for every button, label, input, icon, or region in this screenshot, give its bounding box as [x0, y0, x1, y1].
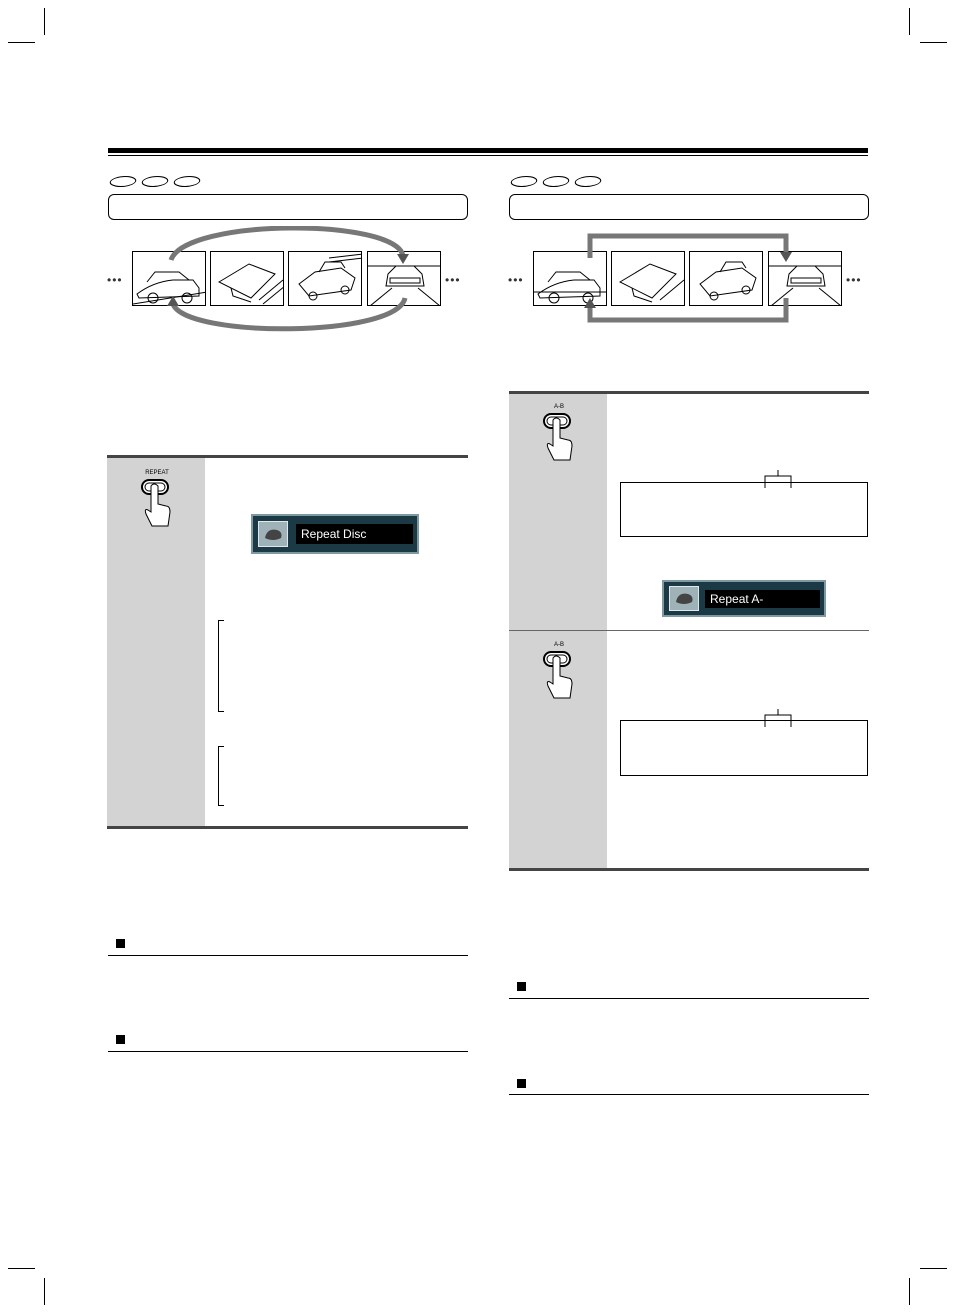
step-bottom-rule-right: [509, 868, 869, 871]
step-divider-right: [509, 630, 869, 631]
ellipsis-left: •••: [508, 273, 524, 287]
display-pointer-2: [759, 709, 799, 729]
osd-repeat-disc-label: Repeat Disc: [296, 524, 413, 544]
section-bullet-1: [116, 939, 125, 948]
disc-icon: [107, 176, 138, 187]
ellipsis-right: •••: [846, 273, 862, 287]
crop-mark-tl-h: [8, 42, 35, 43]
disc-icon: [540, 176, 571, 187]
section-bullet-2: [116, 1035, 125, 1044]
ab-repeat-arrows: [506, 226, 876, 336]
disc-icon: [171, 176, 202, 187]
ab-button-step1[interactable]: [538, 404, 580, 466]
crop-mark-tl-v: [44, 8, 45, 35]
repeat-button-label: REPEAT: [145, 470, 169, 476]
pressing-hand-icon: [538, 642, 580, 704]
section-rule-1: [108, 955, 468, 956]
step-bottom-rule-left: [107, 826, 468, 829]
ellipsis-left: •••: [107, 273, 123, 287]
disc-icon: [508, 176, 539, 187]
display-pointer-1: [759, 470, 799, 490]
crop-mark-tr-v: [909, 8, 910, 35]
crop-mark-br-v: [909, 1278, 910, 1305]
osd-repeat-disc: [251, 514, 419, 554]
disc-icon: [139, 176, 170, 187]
crop-mark-bl-h: [8, 1268, 35, 1269]
crop-mark-tr-h: [920, 42, 947, 43]
display-box-2: [620, 720, 868, 776]
repeat-loop-arrows: [105, 226, 475, 336]
filmstrip-left: [105, 226, 475, 336]
section-title-box-left: [108, 194, 468, 220]
bracket-group-1: [218, 620, 224, 712]
section-bullet-3: [517, 982, 526, 991]
ab-button-step2[interactable]: [538, 642, 580, 704]
bracket-group-2: [218, 746, 224, 806]
section-bullet-4: [517, 1079, 526, 1088]
repeat-button[interactable]: [136, 470, 178, 532]
filmstrip-right: [506, 226, 876, 336]
disc-hand-icon: [669, 586, 699, 611]
pressing-hand-icon: [538, 404, 580, 466]
section-rule-4: [509, 1094, 869, 1095]
crop-mark-br-h: [920, 1268, 947, 1269]
ab-button-label-1: A-B: [553, 404, 564, 410]
crop-mark-bl-v: [44, 1278, 45, 1305]
pressing-hand-icon: [136, 470, 178, 532]
ellipsis-right: •••: [445, 273, 461, 287]
disc-type-icons-right: [511, 176, 611, 190]
display-box-1: [620, 482, 868, 537]
section-title-box-right: [509, 194, 869, 220]
osd-repeat-a-label: Repeat A-: [705, 590, 820, 608]
disc-type-icons-left: [110, 176, 210, 190]
disc-hand-icon: [258, 521, 288, 547]
disc-icon: [572, 176, 603, 187]
page-top-rule: [108, 148, 868, 153]
page-top-rule-thin: [108, 155, 868, 156]
section-rule-2: [108, 1051, 468, 1052]
section-rule-3: [509, 998, 869, 999]
ab-button-label-2: A-B: [553, 642, 564, 648]
osd-repeat-a: [662, 580, 826, 617]
